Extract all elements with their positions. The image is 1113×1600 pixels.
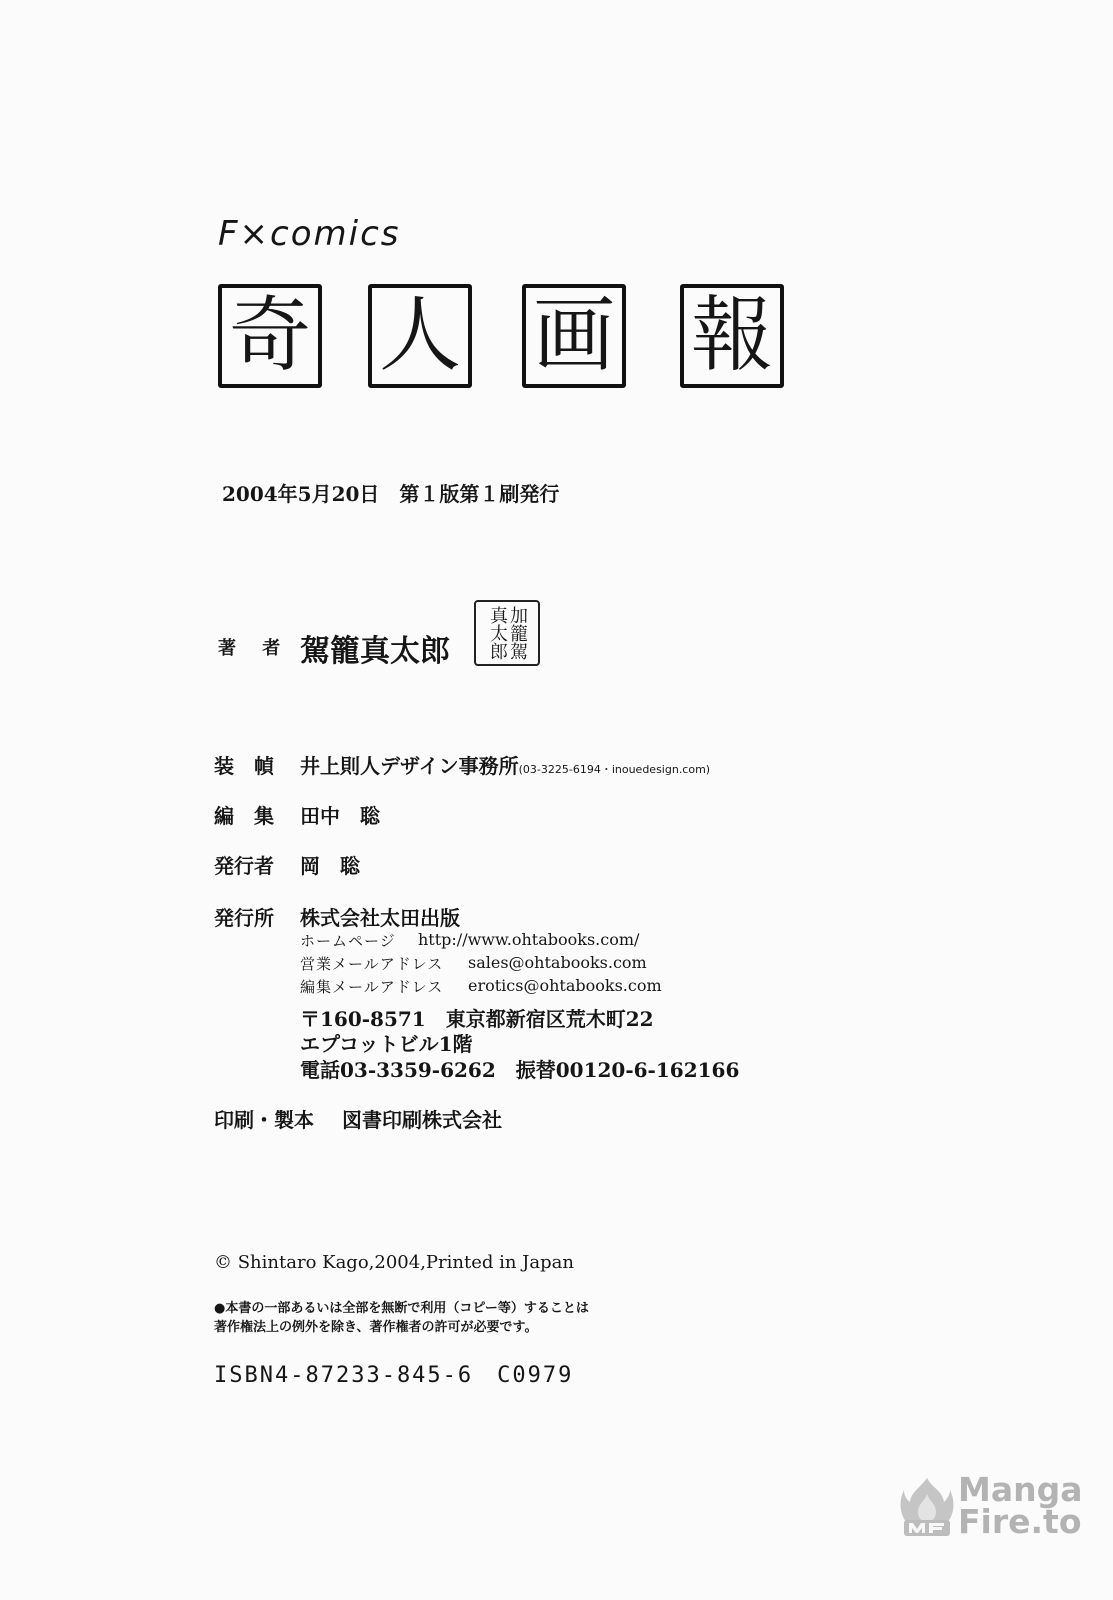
sales-email[interactable]: sales@ohtabooks.com xyxy=(468,953,647,972)
title-char-2: 人 xyxy=(368,284,472,388)
author-name: 駕籠真太郎 xyxy=(300,634,450,669)
publisher-person-label: 発行者 xyxy=(214,854,274,878)
binding-contact: (03-3225-6194・inouedesign.com) xyxy=(518,763,711,776)
copy-notice-line-2: 著作権法上の例外を除き、著作権者の許可が必要です。 xyxy=(214,1320,538,1335)
address-line-1: 〒160-8571 東京都新宿区荒木町22 xyxy=(300,1007,654,1031)
copyright-line: © Shintaro Kago,2004,Printed in Japan xyxy=(214,1252,574,1273)
watermark-text: Manga Fire.to xyxy=(958,1470,1083,1541)
address-line-2: エプコットビル1階 xyxy=(300,1032,473,1056)
isbn-code: ISBN4-87233-845-6 C0979 xyxy=(214,1363,574,1388)
binding-value: 井上則人デザイン事務所(03-3225-6194・inouedesign.com) xyxy=(300,754,711,778)
homepage-label: ホームページ xyxy=(300,932,396,950)
printing-value: 図書印刷株式会社 xyxy=(342,1108,502,1132)
binding-label: 装 幀 xyxy=(214,754,274,778)
publisher-person-value: 岡 聡 xyxy=(300,854,360,878)
homepage-link[interactable]: http://www.ohtabooks.com/ xyxy=(418,930,640,949)
copy-notice-line-1: ●本書の一部あるいは全部を無断で利用（コピー等）することは xyxy=(214,1301,589,1316)
printing-label: 印刷・製本 xyxy=(214,1108,314,1132)
author-seal-stamp: 加 籠 駕 真 太 郎 xyxy=(474,600,540,666)
edit-email[interactable]: erotics@ohtabooks.com xyxy=(468,976,662,995)
publisher-label: 発行所 xyxy=(214,906,274,930)
publication-date: 2004年5月20日 第１版第１刷発行 xyxy=(222,482,560,506)
phone-line: 電話03-3359-6262 振替00120-6-162166 xyxy=(300,1058,740,1082)
publisher-value: 株式会社太田出版 xyxy=(300,906,460,930)
edit-email-label: 編集メールアドレス xyxy=(300,978,444,996)
title-char-3: 画 xyxy=(522,284,626,388)
editor-value: 田中 聡 xyxy=(300,804,380,828)
sales-email-label: 営業メールアドレス xyxy=(300,955,444,973)
series-label: F×comics xyxy=(218,214,401,254)
editor-label: 編 集 xyxy=(214,804,274,828)
flame-mf-logo-icon xyxy=(898,1476,956,1538)
author-label: 著 者 xyxy=(218,638,291,659)
title-char-4: 報 xyxy=(680,284,784,388)
watermark xyxy=(898,1470,1083,1544)
title-char-1: 奇 xyxy=(218,284,322,388)
